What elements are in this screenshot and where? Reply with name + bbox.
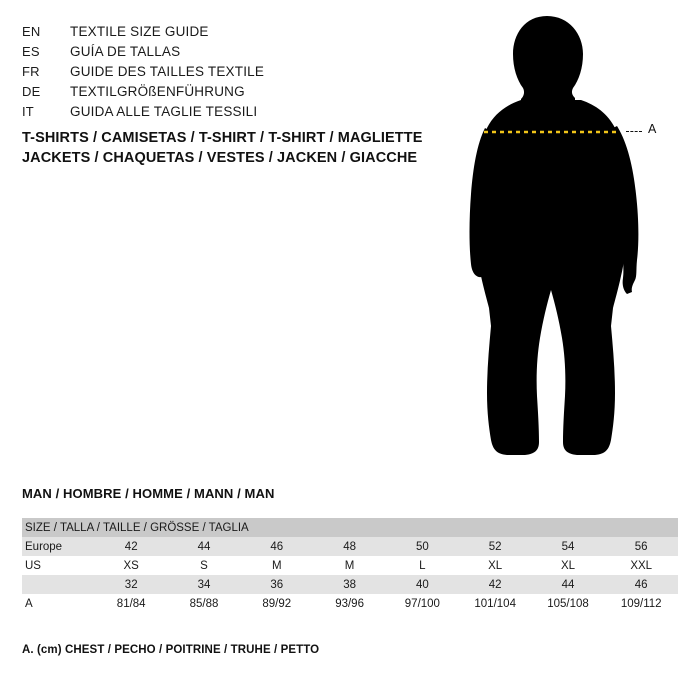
table-cell: 81/84 (95, 594, 168, 613)
table-row (22, 556, 678, 575)
table-cell: 101/104 (459, 594, 532, 613)
table-cell: 44 (168, 537, 241, 556)
language-code: EN (22, 24, 41, 39)
measure-label-a: A (648, 122, 657, 136)
language-title: GUÍA DE TALLAS (70, 44, 181, 59)
section-heading-man: MAN / HOMBRE / HOMME / MANN / MAN (22, 486, 275, 501)
category-line-jackets: JACKETS / CHAQUETAS / VESTES / JACKEN / GIACCHE (22, 150, 418, 166)
table-row (22, 575, 678, 594)
language-code: IT (22, 104, 34, 119)
table-cell: 89/92 (240, 594, 313, 613)
table-header-row (22, 518, 678, 537)
table-cell: 42 (459, 575, 532, 594)
language-code: FR (22, 64, 40, 79)
table-cell: M (313, 556, 386, 575)
language-title: GUIDE DES TAILLES TEXTILE (70, 64, 265, 79)
male-silhouette-figure (455, 8, 700, 473)
table-cell: 46 (604, 575, 678, 594)
table-cell: 52 (459, 537, 532, 556)
table-row (22, 594, 678, 613)
language-row (22, 44, 472, 64)
language-row (22, 64, 472, 84)
language-row (22, 104, 472, 124)
table-cell: 85/88 (168, 594, 241, 613)
row-label: Europe (22, 537, 95, 556)
language-code: ES (22, 44, 40, 59)
measure-leader-line (626, 131, 642, 132)
language-row (22, 84, 472, 104)
table-cell: 54 (532, 537, 605, 556)
footer-note-chest: A. (cm) CHEST / PECHO / POITRINE / TRUHE / PETTO (22, 644, 320, 656)
table-cell: 50 (386, 537, 459, 556)
table-cell: 105/108 (532, 594, 605, 613)
table-cell: S (168, 556, 241, 575)
language-title: TEXTILE SIZE GUIDE (70, 24, 209, 39)
row-label (22, 575, 95, 594)
table-cell: 32 (95, 575, 168, 594)
language-header-block (22, 24, 472, 124)
table-cell: XL (532, 556, 605, 575)
table-cell: 93/96 (313, 594, 386, 613)
table-cell: 97/100 (386, 594, 459, 613)
language-row (22, 24, 472, 44)
table-cell: 46 (240, 537, 313, 556)
table-cell: 40 (386, 575, 459, 594)
table-cell: 38 (313, 575, 386, 594)
table-cell: XS (95, 556, 168, 575)
table-cell: XL (459, 556, 532, 575)
table-cell: M (240, 556, 313, 575)
table-cell: 48 (313, 537, 386, 556)
category-line-tshirts: T-SHIRTS / CAMISETAS / T-SHIRT / T-SHIRT / MAGLIETTE (22, 130, 423, 146)
category-block (22, 128, 492, 168)
table-cell: 56 (604, 537, 678, 556)
table-cell: 42 (95, 537, 168, 556)
row-label: US (22, 556, 95, 575)
language-title: TEXTILGRÖßENFÜHRUNG (70, 84, 245, 99)
table-cell: 44 (532, 575, 605, 594)
language-title: GUIDA ALLE TAGLIE TESSILI (70, 104, 258, 119)
table-row (22, 537, 678, 556)
row-label: A (22, 594, 95, 613)
size-table (22, 518, 678, 613)
language-code: DE (22, 84, 41, 99)
table-cell: 34 (168, 575, 241, 594)
table-cell: 36 (240, 575, 313, 594)
table-header-label: SIZE / TALLA / TAILLE / GRÖSSE / TAGLIA (22, 518, 678, 537)
table-cell: L (386, 556, 459, 575)
size-table-wrapper (22, 518, 678, 613)
table-cell: XXL (604, 556, 678, 575)
table-cell: 109/112 (604, 594, 678, 613)
